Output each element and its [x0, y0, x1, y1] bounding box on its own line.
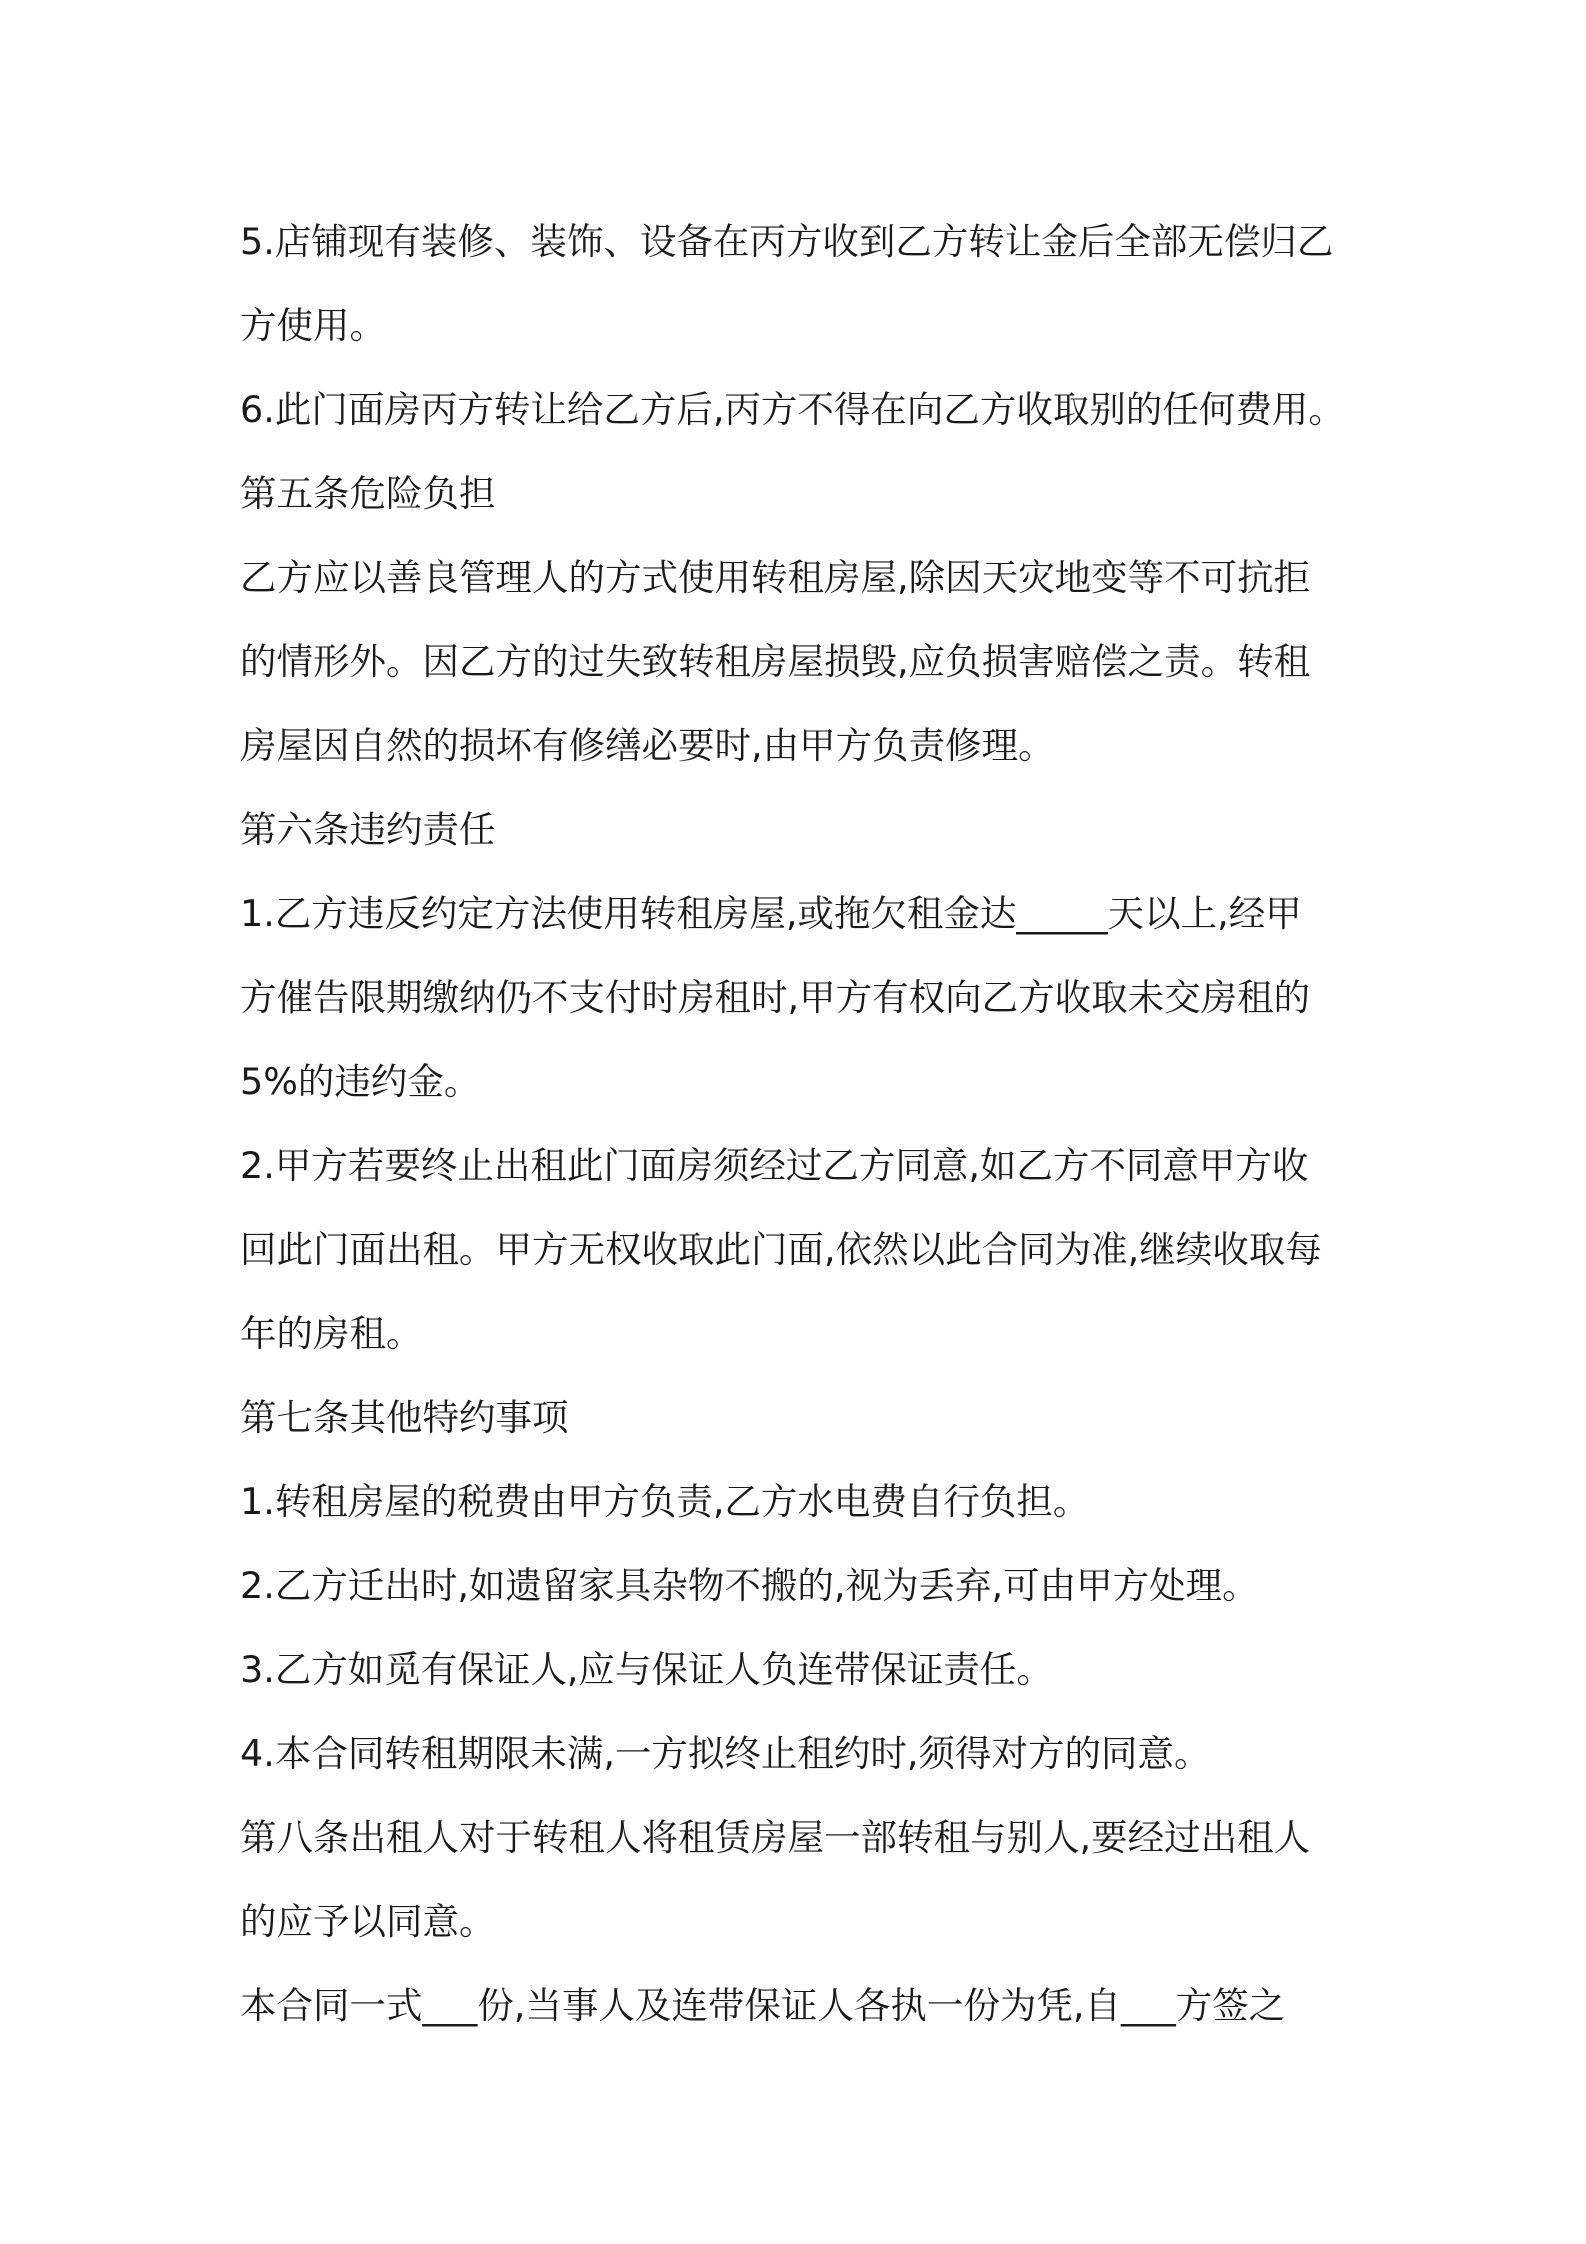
- article-5-line-3: 房屋因自然的损坏有修缮必要时,由甲方负责修理。: [240, 724, 1055, 767]
- article-6-item-2-line-3: 年的房租。: [240, 1312, 423, 1355]
- heading-article-5: 第五条危险负担: [240, 472, 496, 515]
- article-8-line-1: 第八条出租人对于转租人将租赁房屋一部转租与别人,要经过出租人: [240, 1816, 1311, 1859]
- clause-6-line: 6.此门面房丙方转让给乙方后,丙方不得在向乙方收取别的任何费用。: [240, 388, 1345, 431]
- article-5-line-1: 乙方应以善良管理人的方式使用转租房屋,除因天灾地变等不可抗拒: [240, 556, 1311, 599]
- article-6-item-1-line-2: 方催告限期缴纳仍不支付时房租时,甲方有权向乙方收取未交房租的: [240, 976, 1311, 1019]
- article-8-line-2: 的应予以同意。: [240, 1900, 496, 1943]
- article-7-item-2: 2.乙方迁出时,如遗留家具杂物不搬的,视为丢弃,可由甲方处理。: [240, 1564, 1259, 1607]
- article-7-item-4: 4.本合同转租期限未满,一方拟终止租约时,须得对方的同意。: [240, 1732, 1211, 1775]
- article-5-line-2: 的情形外。因乙方的过失致转租房屋损毁,应负损害赔偿之责。转租: [240, 640, 1311, 683]
- article-6-item-1-line-3: 5%的违约金。: [240, 1060, 481, 1103]
- closing-paragraph-line-1: 本合同一式___份,当事人及连带保证人各执一份为凭,自___方签之: [240, 1984, 1286, 2027]
- article-6-item-1-line-1: 1.乙方违反约定方法使用转租房屋,或拖欠租金达_____天以上,经甲: [240, 892, 1302, 935]
- article-6-item-2-line-2: 回此门面出租。甲方无权收取此门面,依然以此合同为准,继续收取每: [240, 1228, 1322, 1271]
- article-6-item-2-line-1: 2.甲方若要终止出租此门面房须经过乙方同意,如乙方不同意甲方收: [240, 1144, 1309, 1187]
- document-body: [240, 200, 1360, 2048]
- heading-article-7: 第七条其他特约事项: [240, 1396, 569, 1439]
- clause-5-line-2: 方使用。: [240, 304, 386, 347]
- article-7-item-1: 1.转租房屋的税费由甲方负责,乙方水电费自行负担。: [240, 1480, 1090, 1523]
- clause-5-line-1: 5.店铺现有装修、装饰、设备在丙方收到乙方转让金后全部无偿归乙: [240, 220, 1334, 263]
- article-7-item-3: 3.乙方如觅有保证人,应与保证人负连带保证责任。: [240, 1648, 1053, 1691]
- heading-article-6: 第六条违约责任: [240, 808, 496, 851]
